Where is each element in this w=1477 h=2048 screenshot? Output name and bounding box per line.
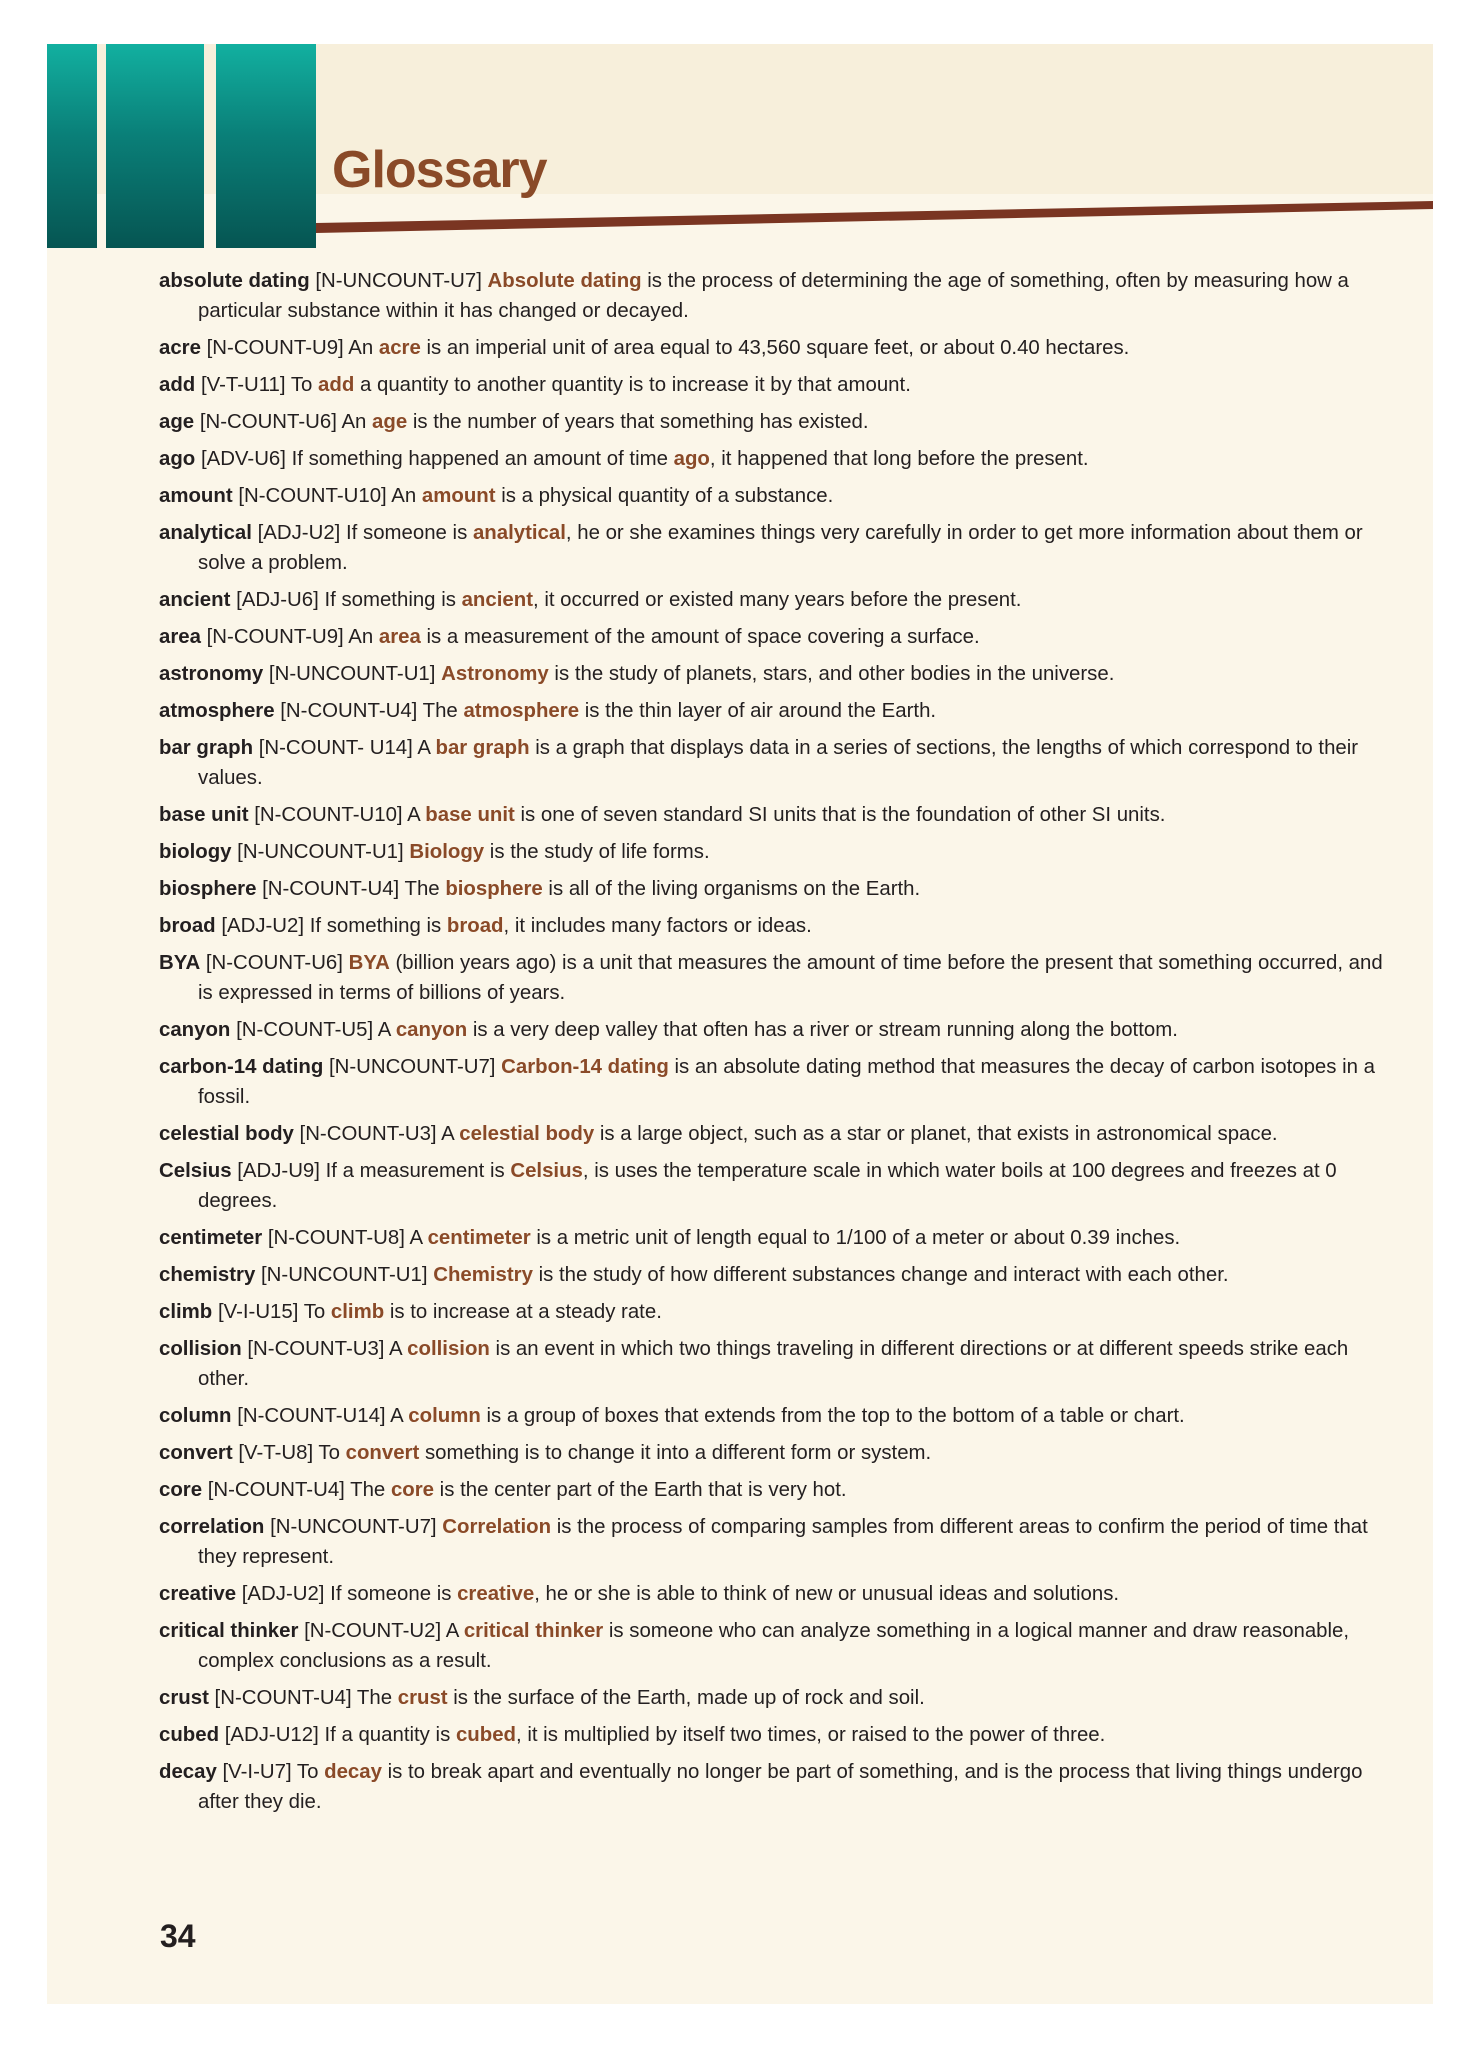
entry-text-pre: To	[303, 1301, 331, 1323]
entry-tag: [ADJ-U2]	[257, 522, 341, 544]
entry-text-post: is an absolute dating method that measures the decay of carbon isotopes in a fossil.	[198, 1056, 1376, 1108]
entry-term: column	[159, 1405, 232, 1427]
entry-tag: [V-I-U15]	[217, 1301, 299, 1323]
glossary-entry	[159, 1401, 1389, 1431]
entry-text-pre: A	[407, 804, 426, 826]
entry-highlight: climb	[330, 1301, 385, 1323]
entry-highlight: analytical	[472, 522, 566, 544]
glossary-entry	[159, 1260, 1389, 1290]
entry-term: Celsius	[159, 1160, 232, 1182]
entry-highlight: critical thinker	[463, 1620, 604, 1642]
entry-term: acre	[159, 337, 201, 359]
entry-text-post: , it occurred or existed many years before the present.	[532, 589, 1022, 611]
entry-text-pre: A	[377, 1019, 396, 1041]
glossary-entry	[159, 1438, 1389, 1468]
entry-tag: [N-COUNT-U6]	[199, 411, 337, 433]
entry-text-pre: The	[422, 700, 464, 722]
entry-tag: [N-UNCOUNT-U1]	[268, 663, 436, 685]
entry-text-pre: The	[350, 1479, 391, 1501]
entry-text-pre: If something happened an amount of time	[291, 448, 674, 470]
entry-term: biosphere	[159, 878, 257, 900]
entry-tag: [N-COUNT-U4]	[207, 1479, 345, 1501]
entry-term: correlation	[159, 1516, 265, 1538]
entry-term: ago	[159, 448, 196, 470]
glossary-entry	[159, 622, 1389, 652]
entry-highlight: ago	[673, 448, 710, 470]
teal-bar-3	[216, 44, 316, 248]
entry-tag: [N-COUNT-U9]	[206, 626, 344, 648]
entry-text-pre: A	[390, 1405, 409, 1427]
entry-text-pre: To	[296, 1761, 325, 1783]
entry-text-pre: A	[389, 1338, 408, 1360]
entry-term: absolute dating	[159, 270, 310, 292]
entry-text-post: is to break apart and eventually no longer be part of something, and is the process that living things undergo after they die.	[198, 1761, 1363, 1813]
entry-tag: [N-UNCOUNT-U1]	[237, 841, 404, 863]
entry-text-pre: A	[417, 737, 436, 759]
glossary-entry	[159, 444, 1389, 474]
entry-text-post: is a physical quantity of a substance.	[495, 485, 834, 507]
glossary-entry	[159, 1757, 1389, 1817]
glossary-entries	[159, 266, 1389, 1824]
entry-highlight: cubed	[455, 1724, 516, 1746]
entry-text-pre: An	[348, 337, 379, 359]
entry-text-post: is an event in which two things traveling in different directions or at different speeds strike each other.	[198, 1338, 1349, 1390]
page-title: Glossary	[332, 141, 547, 199]
entry-highlight: Correlation	[442, 1516, 552, 1538]
entry-term: centimeter	[159, 1227, 263, 1249]
glossary-entry	[159, 1297, 1389, 1327]
entry-tag: [N-COUNT-U8]	[267, 1227, 405, 1249]
entry-highlight: broad	[446, 915, 504, 937]
entry-term: broad	[159, 915, 216, 937]
entry-text-post: is a large object, such as a star or planet, that exists in astronomical space.	[594, 1123, 1278, 1145]
entry-text-pre: A	[441, 1123, 460, 1145]
entry-tag: [N-COUNT-U4]	[214, 1687, 352, 1709]
entry-highlight: Celsius	[510, 1160, 583, 1182]
entry-text-pre: A	[409, 1227, 428, 1249]
entry-text-post: something is to change it into a different form or system.	[419, 1442, 932, 1464]
entry-term: crust	[159, 1687, 209, 1709]
entry-text-post: is the study of how different substances change and interact with each other.	[532, 1264, 1229, 1286]
glossary-entry	[159, 1015, 1389, 1045]
header-rule	[316, 199, 1433, 239]
entry-tag: [N-COUNT-U3]	[299, 1123, 437, 1145]
entry-highlight: canyon	[395, 1019, 468, 1041]
entry-term: area	[159, 626, 201, 648]
entry-term: celestial body	[159, 1123, 294, 1145]
entry-text-post: is all of the living organisms on the Earth.	[542, 878, 921, 900]
glossary-entry	[159, 659, 1389, 689]
entry-text-post: is a group of boxes that extends from the top to the bottom of a table or chart.	[480, 1405, 1185, 1427]
entry-tag: [N-UNCOUNT-U1]	[261, 1264, 428, 1286]
entry-text-post: , it is multiplied by itself two times, or raised to the power of three.	[515, 1724, 1106, 1746]
entry-term: amount	[159, 485, 233, 507]
entry-tag: [N-UNCOUNT-U7]	[270, 1516, 437, 1538]
entry-term: BYA	[159, 952, 201, 974]
glossary-entry	[159, 1475, 1389, 1505]
entry-text-post: a quantity to another quantity is to increase it by that amount.	[354, 374, 911, 396]
entry-term: base unit	[159, 804, 249, 826]
entry-text-post: is a measurement of the amount of space covering a surface.	[420, 626, 980, 648]
entry-term: add	[159, 374, 196, 396]
entry-highlight: Absolute dating	[487, 270, 642, 292]
glossary-entry	[159, 1720, 1389, 1750]
glossary-entry	[159, 874, 1389, 904]
glossary-entry	[159, 733, 1389, 793]
entry-term: atmosphere	[159, 700, 275, 722]
glossary-entry	[159, 407, 1389, 437]
entry-highlight: area	[378, 626, 421, 648]
glossary-entry	[159, 1616, 1389, 1676]
entry-tag: [N-UNCOUNT-U7]	[315, 270, 482, 292]
entry-tag: [N-COUNT-U14]	[237, 1405, 386, 1427]
entry-text-pre: A	[445, 1620, 464, 1642]
entry-text-post: is a metric unit of length equal to 1/100 of a meter or about 0.39 inches.	[530, 1227, 1181, 1249]
glossary-entry	[159, 1334, 1389, 1394]
entry-tag: [ADJ-U2]	[241, 1583, 325, 1605]
entry-tag: [N-COUNT-U4]	[280, 700, 418, 722]
entry-tag: [N-COUNT-U6]	[205, 952, 343, 974]
entry-term: creative	[159, 1583, 237, 1605]
entry-highlight: bar graph	[435, 737, 530, 759]
entry-text-post: is someone who can analyze something in a logical manner and draw reasonable, complex conclusions as a result.	[198, 1620, 1350, 1672]
glossary-entry	[159, 911, 1389, 941]
entry-term: biology	[159, 841, 232, 863]
glossary-entry	[159, 1156, 1389, 1216]
entry-text-post: is the surface of the Earth, made up of rock and soil.	[447, 1687, 925, 1709]
entry-highlight: decay	[324, 1761, 382, 1783]
entry-highlight: atmosphere	[463, 700, 580, 722]
entry-highlight: crust	[397, 1687, 448, 1709]
entry-tag: [V-T-U11]	[200, 374, 286, 396]
entry-tag: [V-I-U7]	[222, 1761, 292, 1783]
entry-text-pre: If someone is	[346, 522, 473, 544]
entry-highlight: core	[390, 1479, 435, 1501]
entry-text-post: is a graph that displays data in a series of sections, the lengths of which correspond to their values.	[198, 737, 1359, 789]
entry-term: convert	[159, 1442, 233, 1464]
entry-tag: [ADJ-U6]	[236, 589, 319, 611]
entry-tag: [ADJ-U12]	[224, 1724, 319, 1746]
glossary-entry	[159, 1223, 1389, 1253]
entry-text-post: is the study of life forms.	[484, 841, 710, 863]
entry-text-pre: To	[290, 374, 319, 396]
glossary-entry	[159, 948, 1389, 1008]
entry-term: astronomy	[159, 663, 264, 685]
glossary-entry	[159, 1052, 1389, 1112]
entry-tag: [N-COUNT-U10]	[238, 485, 387, 507]
entry-highlight: column	[408, 1405, 481, 1427]
entry-text-post: , he or she is able to think of new or unusual ideas and solutions.	[534, 1583, 1120, 1605]
entry-term: bar graph	[159, 737, 254, 759]
entry-text-pre: If someone is	[330, 1583, 458, 1605]
entry-text-pre: The	[356, 1687, 398, 1709]
entry-text-post: , it includes many factors or ideas.	[503, 915, 812, 937]
entry-tag: [N-COUNT-U9]	[206, 337, 344, 359]
entry-text-pre: If a quantity is	[324, 1724, 456, 1746]
entry-term: critical thinker	[159, 1620, 299, 1642]
glossary-entry	[159, 696, 1389, 726]
entry-text-pre: To	[318, 1442, 346, 1464]
entry-text-pre: An	[348, 626, 379, 648]
entry-highlight: ancient	[461, 589, 533, 611]
entry-highlight: Carbon-14 dating	[501, 1056, 669, 1078]
entry-highlight: Biology	[409, 841, 485, 863]
entry-highlight: base unit	[425, 804, 515, 826]
teal-bar-1	[47, 44, 97, 248]
entry-tag: [N-COUNT-U4]	[262, 878, 400, 900]
entry-tag: [N-UNCOUNT-U7]	[328, 1056, 496, 1078]
glossary-page	[47, 44, 1433, 2004]
glossary-entry	[159, 518, 1389, 578]
entry-term: chemistry	[159, 1264, 256, 1286]
glossary-entry	[159, 1683, 1389, 1713]
entry-text-post: is the thin layer of air around the Earth.	[579, 700, 937, 722]
entry-text-post: is an imperial unit of area equal to 43,560 square feet, or about 0.40 hectares.	[420, 337, 1130, 359]
entry-term: ancient	[159, 589, 231, 611]
entry-highlight: creative	[457, 1583, 535, 1605]
entry-highlight: add	[318, 374, 355, 396]
entry-text-post: , it happened that long before the present.	[709, 448, 1089, 470]
entry-term: decay	[159, 1761, 217, 1783]
entry-highlight: convert	[345, 1442, 420, 1464]
entry-tag: [N-COUNT- U14]	[258, 737, 413, 759]
entry-term: age	[159, 411, 195, 433]
entry-text-post: is the process of comparing samples from different areas to confirm the period of time that they represent.	[198, 1516, 1368, 1568]
glossary-entry	[159, 800, 1389, 830]
entry-highlight: acre	[378, 337, 421, 359]
entry-text-pre: If something is	[309, 915, 447, 937]
entry-text-post: is one of seven standard SI units that is the foundation of other SI units.	[514, 804, 1166, 826]
entry-highlight: BYA	[348, 952, 390, 974]
entry-text-pre: If something is	[324, 589, 462, 611]
entry-term: climb	[159, 1301, 213, 1323]
teal-bar-2	[106, 44, 204, 248]
entry-tag: [N-COUNT-U5]	[236, 1019, 374, 1041]
entry-highlight: Astronomy	[441, 663, 549, 685]
entry-term: core	[159, 1479, 203, 1501]
entry-text-post: is the number of years that something has existed.	[407, 411, 869, 433]
entry-text-post: , is uses the temperature scale in which water boils at 100 degrees and freezes at 0 degrees.	[198, 1160, 1337, 1212]
glossary-entry	[159, 585, 1389, 615]
glossary-entry	[159, 1512, 1389, 1572]
glossary-entry	[159, 481, 1389, 511]
entry-highlight: celestial body	[459, 1123, 595, 1145]
entry-highlight: Chemistry	[433, 1264, 533, 1286]
entry-text-post: is the center part of the Earth that is very hot.	[434, 1479, 847, 1501]
entry-highlight: centimeter	[427, 1227, 531, 1249]
entry-text-pre: An	[391, 485, 422, 507]
entry-highlight: collision	[407, 1338, 490, 1360]
entry-term: carbon-14 dating	[159, 1056, 324, 1078]
entry-text-post: is a very deep valley that often has a river or stream running along the bottom.	[467, 1019, 1178, 1041]
entry-text-post: is the process of determining the age of something, often by measuring how a particular substance within it has changed or decayed.	[198, 270, 1349, 322]
entry-tag: [N-COUNT-U10]	[254, 804, 403, 826]
entry-tag: [ADJ-U2]	[221, 915, 305, 937]
entry-text-post: (billion years ago) is a unit that measures the amount of time before the present that something occurred, and is expressed in terms of billions of years.	[198, 952, 1383, 1004]
entry-tag: [V-T-U8]	[238, 1442, 314, 1464]
entry-text-post: is to increase at a steady rate.	[384, 1301, 662, 1323]
entry-tag: [ADV-U6]	[200, 448, 286, 470]
entry-term: canyon	[159, 1019, 231, 1041]
entry-term: cubed	[159, 1724, 220, 1746]
entry-text-pre: The	[404, 878, 446, 900]
entry-text-post: is the study of planets, stars, and other bodies in the universe.	[548, 663, 1115, 685]
entry-tag: [N-COUNT-U3]	[247, 1338, 385, 1360]
glossary-entry	[159, 837, 1389, 867]
entry-tag: [ADJ-U9]	[237, 1160, 320, 1182]
entry-text-pre: If a measurement is	[325, 1160, 511, 1182]
entry-text-pre: An	[341, 411, 373, 433]
entry-highlight: amount	[421, 485, 496, 507]
entry-term: analytical	[159, 522, 252, 544]
glossary-entry	[159, 333, 1389, 363]
entry-text-post: , he or she examines things very carefully in order to get more information about them or solve a problem.	[198, 522, 1363, 574]
entry-tag: [N-COUNT-U2]	[304, 1620, 442, 1642]
glossary-entry	[159, 370, 1389, 400]
page-number: 34	[160, 1918, 196, 1954]
glossary-entry	[159, 1119, 1389, 1149]
entry-highlight: age	[372, 411, 408, 433]
entry-highlight: biosphere	[445, 878, 543, 900]
glossary-entry	[159, 1579, 1389, 1609]
entry-term: collision	[159, 1338, 242, 1360]
glossary-entry	[159, 266, 1389, 326]
